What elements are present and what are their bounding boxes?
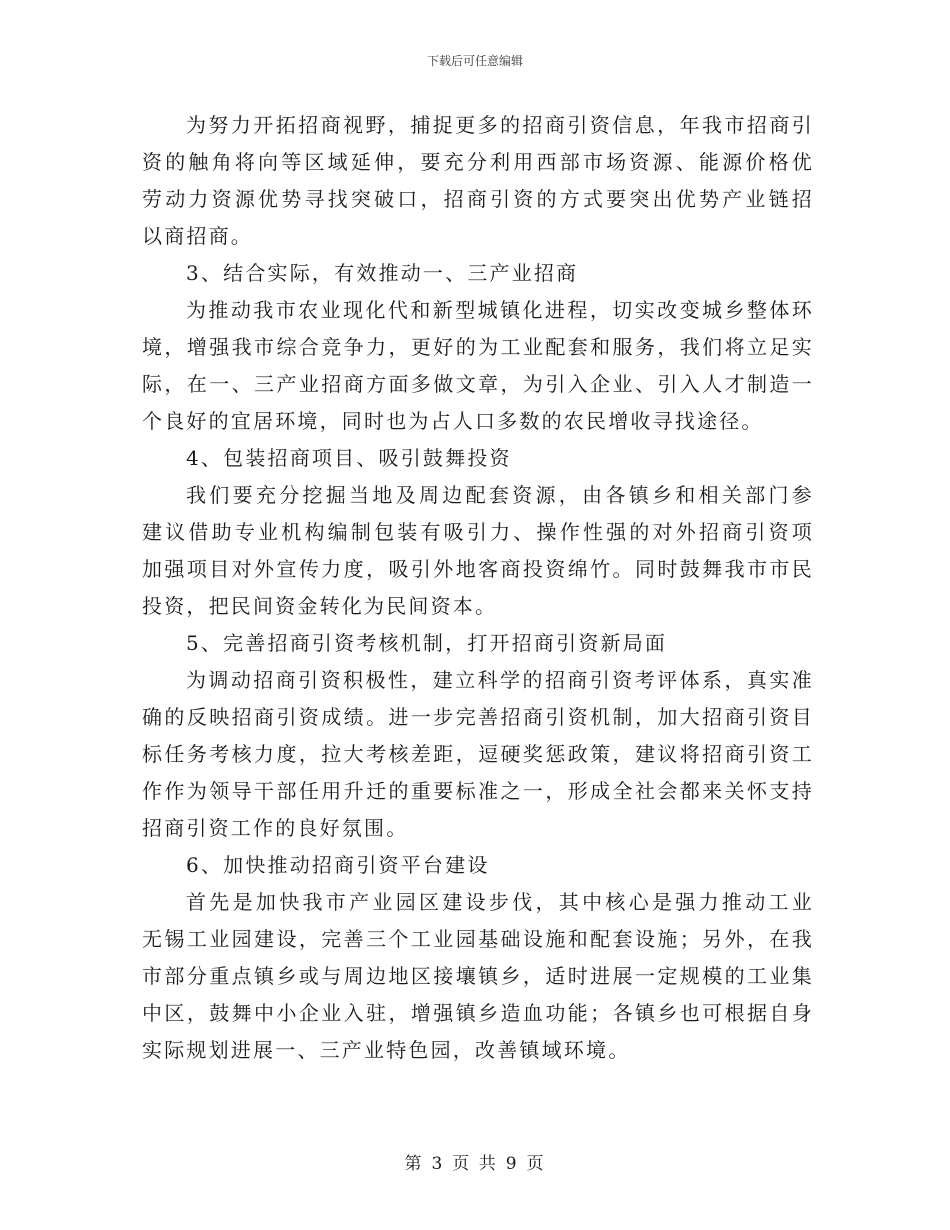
body-line: 作作为领导干部任用升迁的重要标准之一，形成全社会都来关怀支持 xyxy=(142,779,814,803)
body-line: 资的触角将向等区域延伸，要充分利用西部市场资源、能源价格优 xyxy=(142,150,814,174)
body-line: 为努力开拓招商视野，捕捉更多的招商引资信息，年我市招商引 xyxy=(186,113,814,137)
section-heading: 4、包装招商项目、吸引鼓舞投资 xyxy=(186,446,512,470)
footer-suffix: 页 xyxy=(526,1154,546,1174)
body-line: 境，增强我市综合竞争力，更好的为工业配套和服务，我们将立足实 xyxy=(142,335,814,359)
section-heading: 5、完善招商引资考核机制，打开招商引资新局面 xyxy=(186,631,668,655)
section-heading: 6、加快推动招商引资平台建设 xyxy=(186,853,490,877)
section-heading: 3、结合实际，有效推动一、三产业招商 xyxy=(186,261,579,285)
body-line: 投资，把民间资金转化为民间资本。 xyxy=(142,594,498,618)
body-line: 确的反映招商引资成绩。进一步完善招商引资机制，加大招商引资目 xyxy=(142,705,814,729)
page-header: 下载后可任意编辑 xyxy=(426,54,523,68)
body-line: 实际规划进展一、三产业特色园，改善镇域环境。 xyxy=(142,1038,631,1062)
page-footer xyxy=(0,1153,950,1175)
current-page-number: 3 xyxy=(431,1154,445,1174)
body-line: 为推动我市农业现化代和新型城镇化进程，切实改变城乡整体环 xyxy=(186,298,814,322)
body-line: 际，在一、三产业招商方面多做文章，为引入企业、引入人才制造一 xyxy=(142,372,814,396)
footer-middle: 页 共 xyxy=(452,1154,498,1174)
body-line: 中区，鼓舞中小企业入驻，增强镇乡造血功能；各镇乡也可根据自身 xyxy=(142,1001,814,1025)
body-line: 招商引资工作的良好氛围。 xyxy=(142,816,409,840)
body-line: 我们要充分挖掘当地及周边配套资源，由各镇乡和相关部门参 xyxy=(186,483,814,507)
total-pages-number: 9 xyxy=(505,1154,519,1174)
footer-prefix: 第 xyxy=(404,1154,424,1174)
body-line: 市部分重点镇乡或与周边地区接壤镇乡，适时进展一定规模的工业集 xyxy=(142,964,814,988)
body-line: 加强项目对外宣传力度，吸引外地客商投资绵竹。同时鼓舞我市市民 xyxy=(142,557,814,581)
body-line: 建议借助专业机构编制包装有吸引力、操作性强的对外招商引资项 xyxy=(142,520,814,544)
body-line: 劳动力资源优势寻找突破口，招商引资的方式要突出优势产业链招 xyxy=(142,187,814,211)
body-line: 无锡工业园建设，完善三个工业园基础设施和配套设施；另外，在我 xyxy=(142,927,814,951)
body-line: 个良好的宜居环境，同时也为占人口多数的农民增收寻找途径。 xyxy=(142,409,764,433)
body-line: 为调动招商引资积极性，建立科学的招商引资考评体系，真实准 xyxy=(186,668,814,692)
body-line: 以商招商。 xyxy=(142,224,253,248)
body-line: 首先是加快我市产业园区建设步伐，其中核心是强力推动工业 xyxy=(186,890,814,914)
document-body xyxy=(142,107,814,1069)
body-line: 标任务考核力度，拉大考核差距，逗硬奖惩政策，建议将招商引资工 xyxy=(142,742,814,766)
